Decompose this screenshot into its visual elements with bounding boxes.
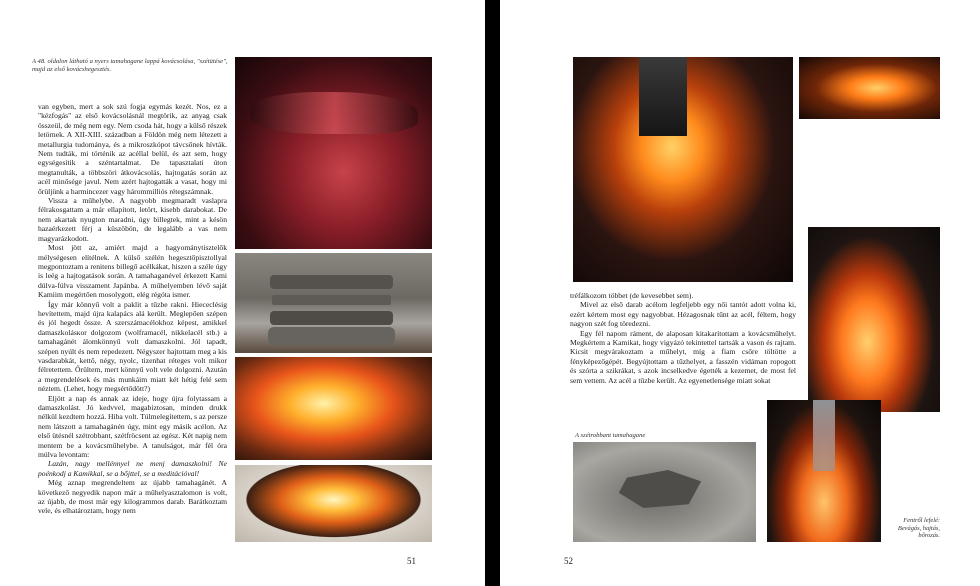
book-spine [485, 0, 500, 586]
page-number: 51 [407, 556, 416, 566]
left-page [0, 0, 485, 586]
photo-cracked-tamahagane [573, 442, 756, 542]
paragraph: Vissza a műhelybe. A nagyobb megmaradt vaslapra félrakosgattam a már ellapított, letört, kisebb darabokat. De nem akartak nyugton maradni, úgy billegtek, mint a késön hazaérkezett férj a küszöbön, de legalább a vas nem magyarázkodott. [38, 196, 227, 243]
left-body-text [38, 102, 227, 516]
paragraph: Egy fél napom ráment, de alaposan kitakarítottam a kovácsműhelyt. Megkértem a Kamikat, hogy vigyázó tekintettel tartsák a vason és rajtam. Kicsit megvárakoztam a műhelyt, míg a fiam csőre töltötte a fényképezőgépét. Begyújtottam a tűzhelyet, a fasszén vidáman ropogott és szórta a szikrákat, s azok incselkedve égették a kezemet, de most fel sem vettem. Az acél a tűzbe került. Az egyenetlensége miatt sokat [570, 328, 796, 385]
paragraph: Így már könnyű volt a paklit a tűzbe rakni. Hiececlésig hevítettem, majd újra kalapács alá került. Meglepően szépen és jól hegedt össze. A szerszámacélokhoz képest, amikkel damaszkolásкor dolgozom (wolframacél, nikkelacél stb.) a tamahagánét álomkönnyű volt damaszkolni. Jól tapadt, szépen nyúlt és nem repedezett. Négyszer hajtottam meg a kis vasdarabkát, kettő, négy, nyolc, tizenhat réteges volt mikor félretettem. Őrültem, mert könnyű volt vele dolgozni. Azután a megrendelések és más munkáim miatt két hétig felé sem néztem. (Lehet, hogy megsértődött?) [38, 299, 227, 394]
paragraph: Lazán, nagy mellénnyel ne menj damaszkolni! Ne poénkodj a Kamikkal, se a bőjttel, se a meditációval! [38, 459, 227, 478]
photo-stacked-steel-pieces [235, 253, 432, 353]
figure-caption-side: Fentről lefelé: Bevágás, hajtás, bőrozás. [897, 517, 940, 540]
photo-steel-in-fire [235, 357, 432, 460]
photo-bending-steel [808, 227, 940, 412]
figure-caption-top: A 48. oldalon látható a nyers tamahagane lappá kovácsolása, "szétütése", majd az első kovácshegesztés. [32, 58, 228, 73]
figure-caption-cracked: A szétrobbant tamahagane [575, 432, 646, 439]
paragraph: tréfálkozom többet (de kevesebbet sem). [570, 291, 694, 300]
paragraph: van egyben, mert a sok szú fogja egymás kezét. Nos, ez a "kézfogás" az első kovácsolásnál megtörik, az anyag csak összeül, de még nem egy. Nem csoda hát, hogy a külső részek letörnek. A XII-XIII. században a Földön még nem létezett a metallurgia tudománya, és a mikroszkópot távcsőnek hívták. Nem tudták, mi történik az acéllal belül, és azt sem, hogy egységesítik a széntartalmat. De tapasztalati úton megtanulták, a többszöri átkovácsolás, hajtogatás során az acél minősége javul. Nem azért hajtogatták a vasat, hogy mi őrüljünk a harmincezer vagy hárommilliós rétegszámnak. [38, 102, 227, 196]
paragraph: Eljött a nap és annak az ideje, hogy újra folytassam a damaszkolást. Jó kedvvel, magabiztosan, minden drukk nélkül kezdtem hozzá. Hiba volt. Túlmelegítettem, s az persze nem látszott a tamahagánén úgy, mint egy másik acélon. Az első ütésnél szétrobbant, szétfröcsent az egész. Két napig nem mentem be a kovácsműhelybe. A tanulságot, már fél óra múlva levontam: [38, 393, 228, 460]
photo-hot-steel-closeup [235, 57, 432, 249]
photo-hammering-steel [767, 400, 881, 542]
right-body-text [570, 291, 796, 385]
photo-forging-sparks [573, 57, 793, 282]
page-number: 52 [564, 556, 573, 566]
paragraph: Még aznap megrendeltem az újabb tamahagánét. A következő negyedik napon már a műhelyasztalomon is volt, az újabb, de most már egy kilogrammos darab. Barátkoztam vele, és elhatároztam, hogy nem [38, 478, 227, 516]
photo-glowing-billet [235, 465, 432, 542]
photo-forge-small [799, 57, 940, 119]
paragraph: Mivel az első darab acélom legfeljebb egy női tantót adott volna ki, ezért kértem most egy nagyobbat. Hézagosnak tűnt az acél, féltem, hogy nagyon szét fog töredezni. [570, 300, 796, 329]
paragraph: Most jött az, amiért majd a hagyománytisztelők mélységesen elítélnek. A külső szélén hegesztőpisztollyal megpontoztam a renitens billegő acélkákat, hiszen a széle úgy is leég a hajtogatások során. A tamahaganével érkezett Kami dúlva-fúlva visszament Japánba. A műhelyemben lévő saját Kamiim megértően mosolygott, elég régóta ismer. [38, 243, 227, 300]
